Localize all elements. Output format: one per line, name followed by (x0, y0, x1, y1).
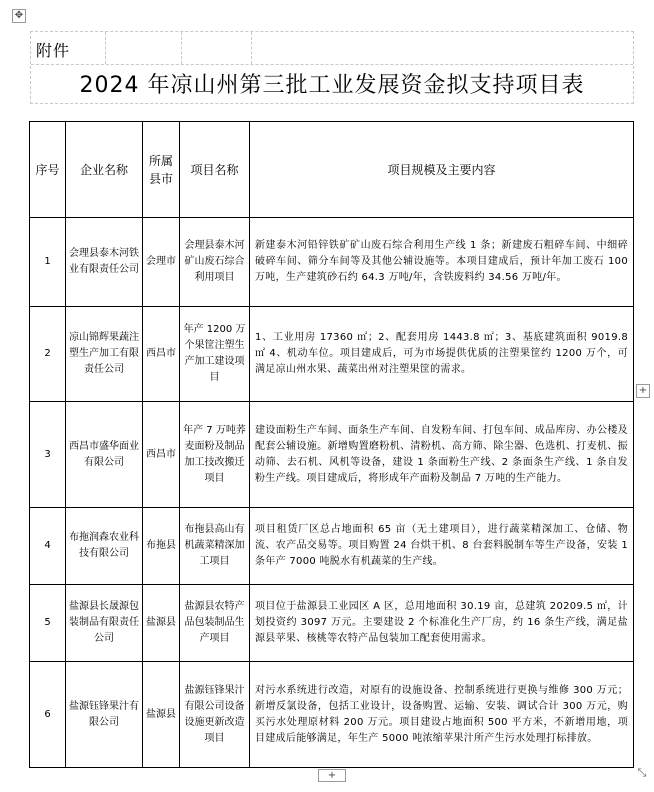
column-header-company: 企业名称 (66, 122, 143, 218)
table-row (30, 218, 634, 307)
header-gridline (181, 32, 182, 64)
table-row (30, 662, 634, 768)
cell-no[interactable]: 1 (30, 218, 66, 307)
table-row (30, 508, 634, 585)
add-column-icon[interactable]: + (318, 769, 346, 782)
cell-county[interactable]: 西昌市 (143, 307, 180, 402)
cell-company[interactable]: 会理县泰木河铁业有限责任公司 (66, 218, 143, 307)
cell-no[interactable]: 5 (30, 585, 66, 662)
header-gridline (31, 64, 633, 65)
table-resize-icon[interactable]: ⤡ (637, 766, 647, 779)
cell-no[interactable]: 3 (30, 402, 66, 508)
cell-project[interactable]: 年产 1200 万个果筐注塑生产加工建设项目 (180, 307, 250, 402)
cell-content[interactable]: 新建泰木河铅锌铁矿矿山废石综合利用生产线 1 条；新建废石粗碎车间、中细碎破碎车间、筛分车间等及其他公辅设施等。本项目建成后，预计年加工废石 100 万吨，生产建筑砂石约 64.3 万吨/年，含铁废料约 34.56 万吨/年。 (250, 218, 634, 307)
cell-no[interactable]: 6 (30, 662, 66, 768)
table-row (30, 402, 634, 508)
column-header-county: 所属县市 (143, 122, 180, 218)
cell-company[interactable]: 西昌市盛华面业有限公司 (66, 402, 143, 508)
header-gridline (105, 32, 106, 64)
cell-content[interactable]: 对污水系统进行改造，对原有的设施设备、控制系统进行更换与维修 300 万元；新增反氯设备，包括工业设计，设备购置、运输、安装、调试合计 300 万元，购买污水处理原材料 200 万元。项目建设占地面积 500 平方米，不新增用地，项目建成后能够满足，年生产 5000 吨浓缩苹果汁所产生污水处理打标排放。 (250, 662, 634, 768)
cell-content[interactable]: 建设面粉生产车间、面条生产车间、自发粉车间、打包车间、成品库房、办公楼及配套公辅设施。新增购置磨粉机、清粉机、高方筛、除尘器、色选机、打麦机、振动筛、去石机、风机等设备，建设 1 条面粉生产线、2 条面条生产线、1 条自发粉生产线。项目建成后，将形成年产面粉及制品 7 万吨的生产能力。 (250, 402, 634, 508)
cell-no[interactable]: 2 (30, 307, 66, 402)
attachment-label: 附件 (36, 41, 71, 60)
table-header-row (30, 122, 634, 218)
column-header-content: 项目规模及主要内容 (250, 122, 634, 218)
cell-content[interactable]: 项目位于盐源县工业园区 A 区，总用地面积 30.19 亩，总建筑 20209.5 ㎡，计划投资约 3097 万元。主要建设 2 个标准化生产厂房，约 16 条生产线，满足盐源县苹果、核桃等农特产品包装加工配套使用需求。 (250, 585, 634, 662)
cell-county[interactable]: 西昌市 (143, 402, 180, 508)
projects-table (29, 121, 634, 768)
table-row (30, 585, 634, 662)
header-gridline (251, 32, 252, 64)
cell-company[interactable]: 盐源县长晟源包装制品有限责任公司 (66, 585, 143, 662)
cell-content[interactable]: 1、工业用房 17360 ㎡；2、配套用房 1443.8 ㎡；3、基底建筑面积 9019.8 ㎡ 4、机动车位。项目建成后，可为市场提供优质的注塑果筐约 1200 万个，可满足凉山州水果、蔬菜出州对注塑果筐的需求。 (250, 307, 634, 402)
page-title: 2024 年凉山州第三批工业发展资金拟支持项目表 (79, 73, 585, 98)
cell-project[interactable]: 会理县泰木河矿山废石综合利用项目 (180, 218, 250, 307)
cell-project[interactable]: 布拖县高山有机蔬菜精深加工项目 (180, 508, 250, 585)
add-row-icon[interactable]: + (636, 384, 650, 398)
cell-project[interactable]: 盐源钰锋果汁有限公司设备设施更新改造项目 (180, 662, 250, 768)
column-header-project: 项目名称 (180, 122, 250, 218)
table-row (30, 307, 634, 402)
table-move-handle-icon[interactable]: ✥ (12, 9, 26, 23)
cell-county[interactable]: 布拖县 (143, 508, 180, 585)
cell-county[interactable]: 盐源县 (143, 662, 180, 768)
cell-project[interactable]: 年产 7 万吨荞麦面粉及制品加工技改搬迁项目 (180, 402, 250, 508)
cell-county[interactable]: 会理市 (143, 218, 180, 307)
cell-company[interactable]: 盐源钰锋果汁有限公司 (66, 662, 143, 768)
column-header-no: 序号 (30, 122, 66, 218)
cell-project[interactable]: 盐源县农特产品包装制品生产项目 (180, 585, 250, 662)
cell-county[interactable]: 盐源县 (143, 585, 180, 662)
cell-content[interactable]: 项目租赁厂区总占地面积 65 亩（无土建项目），进行蔬菜精深加工、仓储、物流、农产品交易等。项目购置 24 台烘干机、8 台套料脱制车等生产设备，安装 1 条年产 7000 吨脱水有机蔬菜的生产线。 (250, 508, 634, 585)
cell-company[interactable]: 凉山锦辉果蔬注塑生产加工有限责任公司 (66, 307, 143, 402)
cell-company[interactable]: 布拖润森农业科技有限公司 (66, 508, 143, 585)
cell-no[interactable]: 4 (30, 508, 66, 585)
